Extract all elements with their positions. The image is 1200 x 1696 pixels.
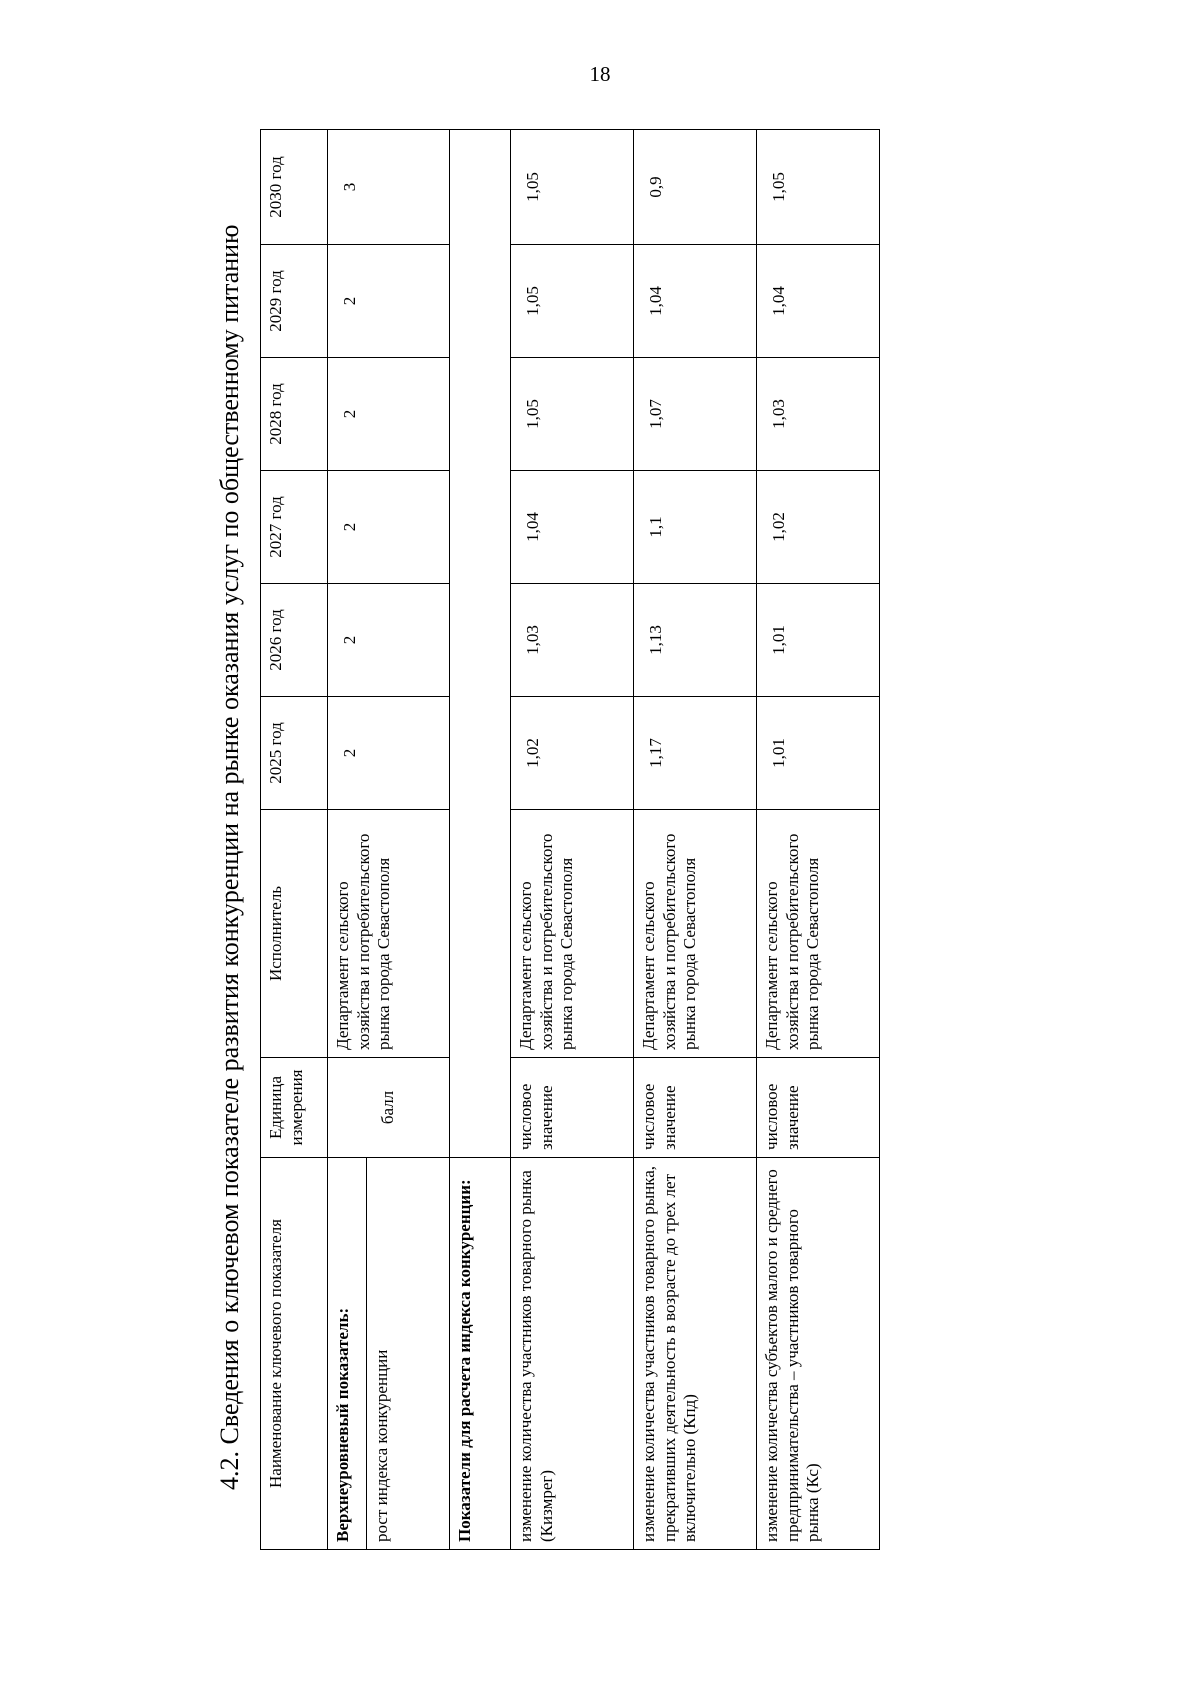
header-year: 2025 год xyxy=(261,696,328,809)
header-year: 2029 год xyxy=(261,244,328,357)
executor-cell: Департамент сельского хозяйства и потребительского рынка города Севастополя xyxy=(634,809,757,1057)
value-cell: 2 xyxy=(328,357,450,470)
header-executor: Исполнитель xyxy=(261,809,328,1057)
executor-cell: Департамент сельского хозяйства и потребительского рынка города Севастополя xyxy=(511,809,634,1057)
value-cell: 2 xyxy=(328,470,450,583)
value-cell: 1,04 xyxy=(757,244,880,357)
executor-cell: Департамент сельского хозяйства и потребительского рынка города Севастополя xyxy=(757,809,880,1057)
indicator-table xyxy=(260,129,880,1550)
header-year: 2028 год xyxy=(261,357,328,470)
header-year: 2026 год xyxy=(261,583,328,696)
header-year: 2027 год xyxy=(261,470,328,583)
empty-cell xyxy=(450,129,511,1157)
value-cell: 2 xyxy=(328,244,450,357)
value-cell: 1,13 xyxy=(634,583,757,696)
table-row xyxy=(757,129,880,1549)
value-cell: 1,05 xyxy=(511,244,634,357)
header-name: Наименование ключевого показателя xyxy=(261,1157,328,1549)
table-row xyxy=(328,129,367,1549)
value-cell: 1,01 xyxy=(757,696,880,809)
page-number: 18 xyxy=(589,62,611,86)
value-cell: 1,05 xyxy=(757,129,880,244)
value-cell: 1,07 xyxy=(634,357,757,470)
header-row xyxy=(261,129,328,1549)
executor-cell: Департамент сельского хозяйства и потребительского рынка города Севастополя xyxy=(328,809,450,1057)
top-level-label: Верхнеуровневый показатель: xyxy=(328,1157,367,1549)
value-cell: 1,05 xyxy=(511,357,634,470)
table-row xyxy=(511,129,634,1549)
value-cell: 1,1 xyxy=(634,470,757,583)
unit-cell: числовое значение xyxy=(511,1057,634,1157)
value-cell: 3 xyxy=(328,129,450,244)
unit-cell: балл xyxy=(328,1057,450,1157)
indicator-name: изменение количества участников товарного рынка, прекративших деятельность в возрасте до трех лет включительно (Кпд) xyxy=(634,1157,757,1549)
value-cell: 1,03 xyxy=(511,583,634,696)
table-row xyxy=(450,129,511,1549)
indicator-name: изменение количества участников товарного рынка (Кизмрег) xyxy=(511,1157,634,1549)
value-cell: 1,17 xyxy=(634,696,757,809)
table-row xyxy=(634,129,757,1549)
section-heading: 4.2. Сведения о ключевом показателе развития конкуренции на рынке оказания услуг по общественному питанию xyxy=(215,224,244,1490)
unit-cell: числовое значение xyxy=(757,1057,880,1157)
value-cell: 1,02 xyxy=(511,696,634,809)
indicator-name: изменение количества субъектов малого и среднего предпринимательства – участников товарного рынка (Кс) xyxy=(757,1157,880,1549)
value-cell: 2 xyxy=(328,583,450,696)
unit-cell: числовое значение xyxy=(634,1057,757,1157)
calc-section-label: Показатели для расчета индекса конкуренции: xyxy=(450,1157,511,1549)
value-cell: 1,01 xyxy=(757,583,880,696)
rotated-content xyxy=(210,130,900,1550)
indicator-name: рост индекса конкуренции xyxy=(367,1157,450,1549)
value-cell: 1,05 xyxy=(511,129,634,244)
value-cell: 0,9 xyxy=(634,129,757,244)
header-unit: Единица измерения xyxy=(261,1057,328,1157)
value-cell: 2 xyxy=(328,696,450,809)
value-cell: 1,04 xyxy=(634,244,757,357)
value-cell: 1,02 xyxy=(757,470,880,583)
value-cell: 1,04 xyxy=(511,470,634,583)
header-year: 2030 год xyxy=(261,129,328,244)
value-cell: 1,03 xyxy=(757,357,880,470)
